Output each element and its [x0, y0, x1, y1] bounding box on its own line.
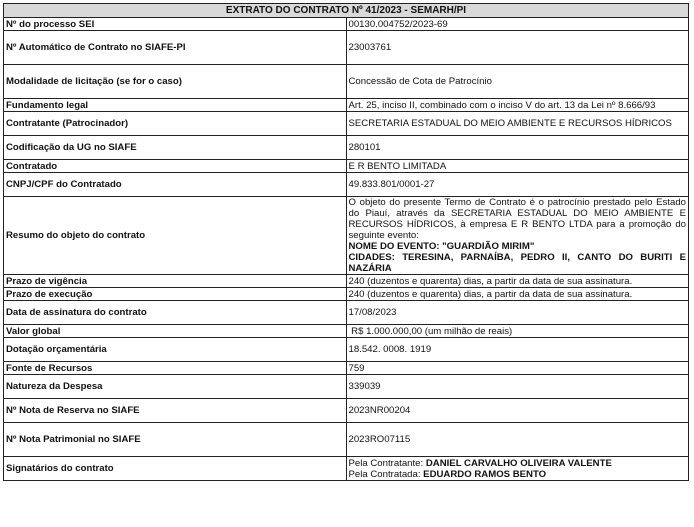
row-label: Dotação orçamentária	[4, 338, 347, 362]
table-row	[4, 288, 689, 301]
row-value: 240 (duzentos e quarenta) dias, a partir da data de sua assinatura.	[346, 275, 689, 288]
table-row	[4, 375, 689, 399]
contract-extract-document	[3, 3, 689, 481]
row-value: 240 (duzentos e quarenta) dias, a partir da data de sua assinatura.	[346, 288, 689, 301]
table-row	[4, 399, 689, 423]
row-value: 49.833.801/0001-27	[346, 173, 689, 197]
table-row	[4, 423, 689, 457]
table-row	[4, 275, 689, 288]
row-value: E R BENTO LIMITADA	[346, 160, 689, 173]
row-label: Resumo do objeto do contrato	[4, 197, 347, 275]
row-value: 18.542. 0008. 1919	[346, 338, 689, 362]
row-label: Contratante (Patrocinador)	[4, 112, 347, 136]
contract-extract-table	[3, 3, 689, 481]
signatories-cell	[346, 457, 689, 481]
row-value: 339039	[346, 375, 689, 399]
row-label: CNPJ/CPF do Contratado	[4, 173, 347, 197]
row-value: SECRETARIA ESTADUAL DO MEIO AMBIENTE E RECURSOS HÍDRICOS	[346, 112, 689, 136]
table-row	[4, 18, 689, 31]
row-label: Prazo de vigência	[4, 275, 347, 288]
row-label: Nº Nota Patrimonial no SIAFE	[4, 423, 347, 457]
table-row	[4, 362, 689, 375]
row-label: Nº Automático de Contrato no SIAFE-PI	[4, 31, 347, 65]
row-value: Art. 25, inciso II, combinado com o inciso V do art. 13 da Lei nº 8.666/93	[346, 99, 689, 112]
row-label: Fonte de Recursos	[4, 362, 347, 375]
contractor-signatory-line	[349, 458, 687, 469]
table-row	[4, 173, 689, 197]
row-label: Prazo de execução	[4, 288, 347, 301]
event-name-line: NOME DO EVENTO: "GUARDIÃO MIRIM"	[348, 241, 535, 252]
object-summary-text: O objeto do presente Termo de Contrato é o patrocínio prestado pelo Estado do Piauí, através da SECRETARIA ESTADUAL DO MEIO AMBIENTE E RECURSOS HÍDRICOS, à empresa E R BENTO LTDA para a promoção do seguinte evento:	[348, 197, 686, 241]
row-label: Fundamento legal	[4, 99, 347, 112]
document-title: EXTRATO DO CONTRATO Nº 41/2023 - SEMARH/PI	[4, 4, 689, 18]
row-value: 2023NR00204	[346, 399, 689, 423]
table-row	[4, 160, 689, 173]
contractor-signatory-name: DANIEL CARVALHO OLIVEIRA VALENTE	[425, 457, 612, 469]
row-label: Contratado	[4, 160, 347, 173]
row-label: Data de assinatura do contrato	[4, 301, 347, 325]
table-row	[4, 65, 689, 99]
row-label: Natureza da Despesa	[4, 375, 347, 399]
contracted-signatory-name: EDUARDO RAMOS BENTO	[423, 468, 547, 480]
row-label: Codificação da UG no SIAFE	[4, 136, 347, 160]
row-label: Signatários do contrato	[4, 457, 347, 481]
table-title-row	[4, 4, 689, 18]
row-value: R$ 1.000.000,00 (um milhão de reais)	[346, 325, 689, 338]
row-label: Valor global	[4, 325, 347, 338]
contracted-signatory-line	[349, 469, 687, 480]
row-label: Modalidade de licitação (se for o caso)	[4, 65, 347, 99]
row-value: 280101	[346, 136, 689, 160]
table-row	[4, 338, 689, 362]
row-value: 17/08/2023	[346, 301, 689, 325]
contracted-prefix: Pela Contratada:	[348, 468, 424, 480]
table-row	[4, 301, 689, 325]
table-row	[4, 31, 689, 65]
row-label: Nº do processo SEI	[4, 18, 347, 31]
contractor-prefix: Pela Contratante:	[348, 457, 426, 469]
table-row	[4, 99, 689, 112]
table-row	[4, 457, 689, 481]
object-summary-cell	[346, 197, 689, 275]
table-row	[4, 197, 689, 275]
cities-line: CIDADES: TERESINA, PARNAÍBA, PEDRO II, CANTO DO BURITI E NAZÁRIA	[348, 252, 686, 274]
table-row	[4, 325, 689, 338]
table-row	[4, 112, 689, 136]
row-value: 2023RO07115	[346, 423, 689, 457]
row-value: 00130.004752/2023-69	[346, 18, 689, 31]
row-value: 23003761	[346, 31, 689, 65]
row-label: Nº Nota de Reserva no SIAFE	[4, 399, 347, 423]
table-row	[4, 136, 689, 160]
row-value: 759	[346, 362, 689, 375]
row-value: Concessão de Cota de Patrocínio	[346, 65, 689, 99]
